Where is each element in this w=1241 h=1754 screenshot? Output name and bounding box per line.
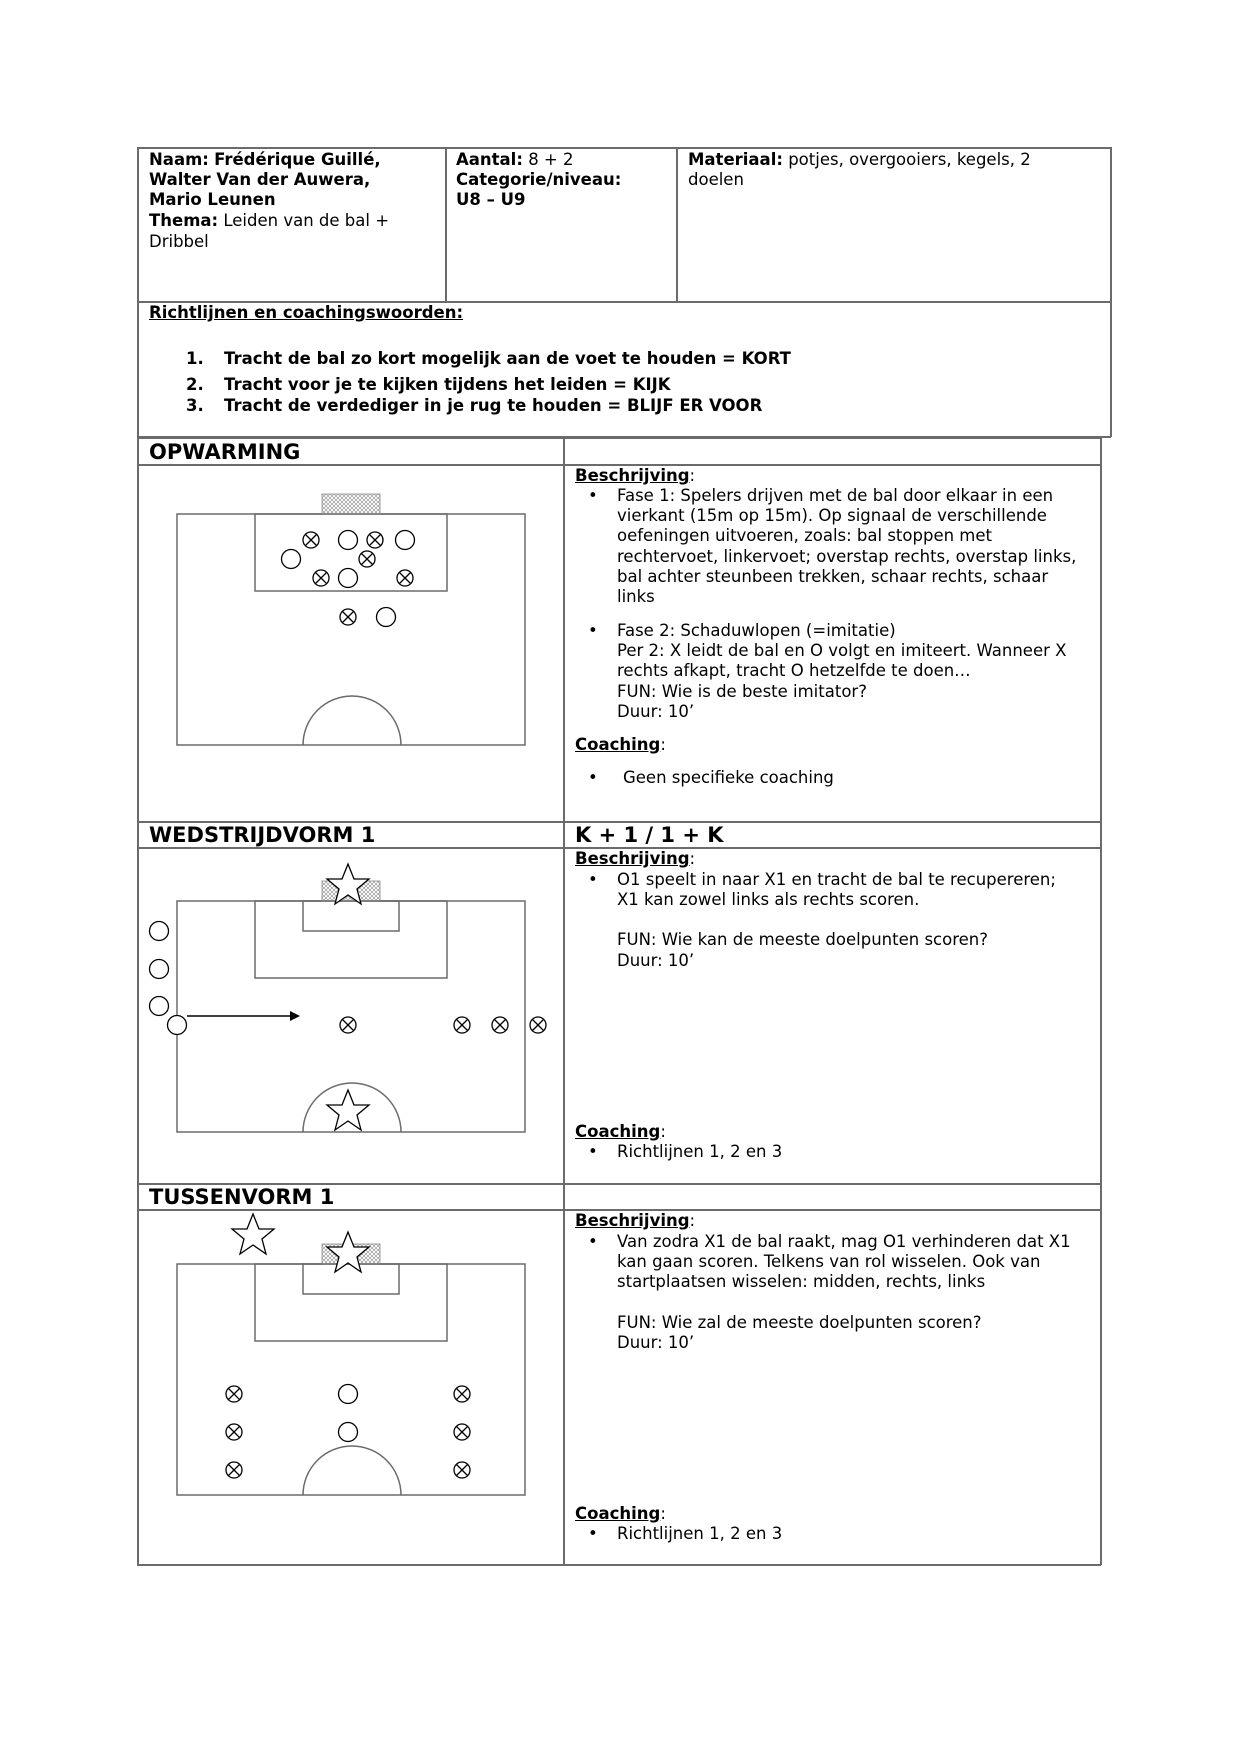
thema-value-1: Leiden van de bal + (223, 211, 390, 230)
text-line: FUN: Wie kan de meeste doelpunten scoren? (617, 930, 989, 950)
naam-value-2: Walter Van der Auwera, (149, 170, 371, 189)
opwarming-coaching-item: Geen specifieke coaching (623, 768, 834, 787)
bullet-dot: • (588, 1142, 598, 1161)
text-line: Duur: 10’ (617, 950, 695, 970)
attacker-x-icon (454, 1017, 470, 1033)
attacker-x-icon (226, 1462, 242, 1478)
defender-o-icon (150, 960, 169, 979)
defender-o-icon (150, 997, 169, 1016)
attacker-x-icon (340, 1017, 356, 1033)
guidelines-title: Richtlijnen en coachingswoorden: (149, 303, 464, 322)
text-line: Per 2: X leidt de bal en O volgt en imiteert. Wanneer X (617, 641, 1067, 661)
beschrijving-label: Beschrijving (575, 849, 690, 868)
opwarming-beschrijving: Beschrijving: (575, 466, 696, 485)
guideline-num-2: 2. (186, 375, 204, 394)
categorie-label: Categorie/niveau: (456, 170, 622, 189)
defender-o-icon (339, 1385, 358, 1404)
text-line: X1 kan zowel links als rechts scoren. (617, 890, 920, 910)
attacker-x-icon (226, 1386, 242, 1402)
goal-box (303, 1264, 399, 1294)
defender-o-icon (168, 1016, 187, 1035)
attacker-x-icon (454, 1386, 470, 1402)
penalty-box (255, 901, 447, 978)
section-title-tussenvorm: TUSSENVORM 1 (149, 1185, 335, 1209)
text-line: Fase 2: Schaduwlopen (=imitatie) (617, 621, 896, 640)
bullet-dot: • (588, 870, 598, 889)
text-line: FUN: Wie zal de meeste doelpunten scoren? (617, 1312, 982, 1332)
tussenvorm-coaching: Coaching: (575, 1504, 666, 1523)
center-circle (303, 1446, 401, 1495)
pitch-outline (177, 1264, 525, 1495)
attacker-x-icon (340, 609, 356, 625)
attacker-x-icon (454, 1424, 470, 1440)
guideline-num-1: 1. (186, 349, 204, 368)
bullet-dot: • (588, 768, 598, 787)
coaching-label: Coaching (575, 735, 661, 754)
text-line: bal achter steunbeen trekken, schaar rechts, schaar (617, 566, 1049, 586)
categorie-value: U8 – U9 (456, 190, 526, 209)
defender-o-icon (396, 531, 415, 550)
attacker-x-icon (303, 532, 319, 548)
star-goal-icon (327, 1232, 369, 1272)
materiaal-value-2: doelen (688, 170, 744, 189)
text-line: O1 speelt in naar X1 en tracht de bal te recupereren; (617, 870, 1056, 889)
text-line: Fase 1: Spelers drijven met de bal door elkaar in een (617, 486, 1054, 505)
defender-o-icon (150, 922, 169, 941)
naam-value-3: Mario Leunen (149, 190, 276, 209)
bullet-dot: • (588, 486, 598, 505)
guideline-text-1: Tracht de bal zo kort mogelijk aan de voet te houden = KORT (224, 349, 791, 368)
guideline-num-3: 3. (186, 396, 204, 415)
text-line: kan gaan scoren. Telkens van rol wisselen. Ook van (617, 1252, 1041, 1272)
defender-o-icon (339, 531, 358, 550)
star-goal-icon (232, 1214, 274, 1254)
text-line: rechtervoet, linkervoet; overstap rechts, overstap links, (617, 546, 1077, 566)
attacker-x-icon (359, 551, 375, 567)
wedstrijdvorm-beschrijving: Beschrijving: (575, 849, 696, 868)
section-title-wedstrijdvorm: WEDSTRIJDVORM 1 (149, 823, 376, 847)
attacker-x-icon (367, 532, 383, 548)
naam-label: Naam: (149, 150, 209, 169)
tussenvorm-beschrijving: Beschrijving: (575, 1211, 696, 1230)
text-line: Van zodra X1 de bal raakt, mag O1 verhinderen dat X1 (617, 1232, 1071, 1251)
goal-net-icon (322, 494, 380, 514)
text-line: rechts afkapt, tracht O hetzelfde te doen… (617, 661, 971, 681)
wedstrijdvorm-coaching: Coaching: (575, 1122, 666, 1141)
thema-value-2: Dribbel (149, 232, 209, 251)
text-line: startplaatsen wisselen: midden, rechts, links (617, 1272, 986, 1292)
text-line: links (617, 587, 655, 607)
pass-arrow-icon (187, 1011, 300, 1021)
opwarming-coaching: Coaching: (575, 735, 666, 754)
text-line: oefeningen uitvoeren, zoals: bal stoppen met (617, 526, 992, 546)
bullet-dot: • (588, 1232, 598, 1251)
guideline-text-2: Tracht voor je te kijken tijdens het leiden = KIJK (224, 375, 671, 394)
section-right-title-wedstrijdvorm: K + 1 / 1 + K (575, 823, 724, 847)
defender-o-icon (282, 550, 301, 569)
center-circle (303, 696, 401, 745)
attacker-x-icon (492, 1017, 508, 1033)
materiaal-value-1: potjes, overgooiers, kegels, 2 (788, 150, 1031, 169)
beschrijving-label: Beschrijving (575, 1211, 690, 1230)
attacker-x-icon (397, 570, 413, 586)
wedstrijdvorm-coaching-item: Richtlijnen 1, 2 en 3 (617, 1142, 783, 1161)
tussenvorm-coaching-item: Richtlijnen 1, 2 en 3 (617, 1524, 783, 1543)
attacker-x-icon (226, 1424, 242, 1440)
defender-o-icon (339, 1423, 358, 1442)
penalty-box (255, 1264, 447, 1341)
guideline-text-3: Tracht de verdediger in je rug te houden = BLIJF ER VOOR (224, 396, 763, 415)
naam-value-1: Frédérique Guillé, (214, 150, 381, 169)
beschrijving-label: Beschrijving (575, 466, 690, 485)
aantal-label: Aantal: (456, 150, 523, 169)
materiaal-label: Materiaal: (688, 150, 783, 169)
coaching-label: Coaching (575, 1122, 661, 1141)
goal-box (303, 901, 399, 931)
defender-o-icon (377, 608, 396, 627)
tussenvorm-field (177, 1264, 525, 1495)
bullet-dot: • (588, 1524, 598, 1543)
thema-label: Thema: (149, 211, 219, 230)
bullet-dot: • (588, 621, 598, 640)
coaching-label: Coaching (575, 1504, 661, 1523)
attacker-x-icon (454, 1462, 470, 1478)
text-line: Duur: 10’ (617, 1332, 695, 1352)
attacker-x-icon (313, 570, 329, 586)
text-line: Duur: 10’ (617, 701, 695, 721)
aantal-value: 8 + 2 (528, 150, 574, 169)
text-line: vierkant (15m op 15m). Op signaal de verschillende (617, 506, 1047, 526)
star-goal-icon (327, 1090, 369, 1130)
attacker-x-icon (530, 1017, 546, 1033)
defender-o-icon (339, 569, 358, 588)
section-title-opwarming: OPWARMING (149, 440, 301, 464)
text-line: FUN: Wie is de beste imitator? (617, 681, 867, 701)
